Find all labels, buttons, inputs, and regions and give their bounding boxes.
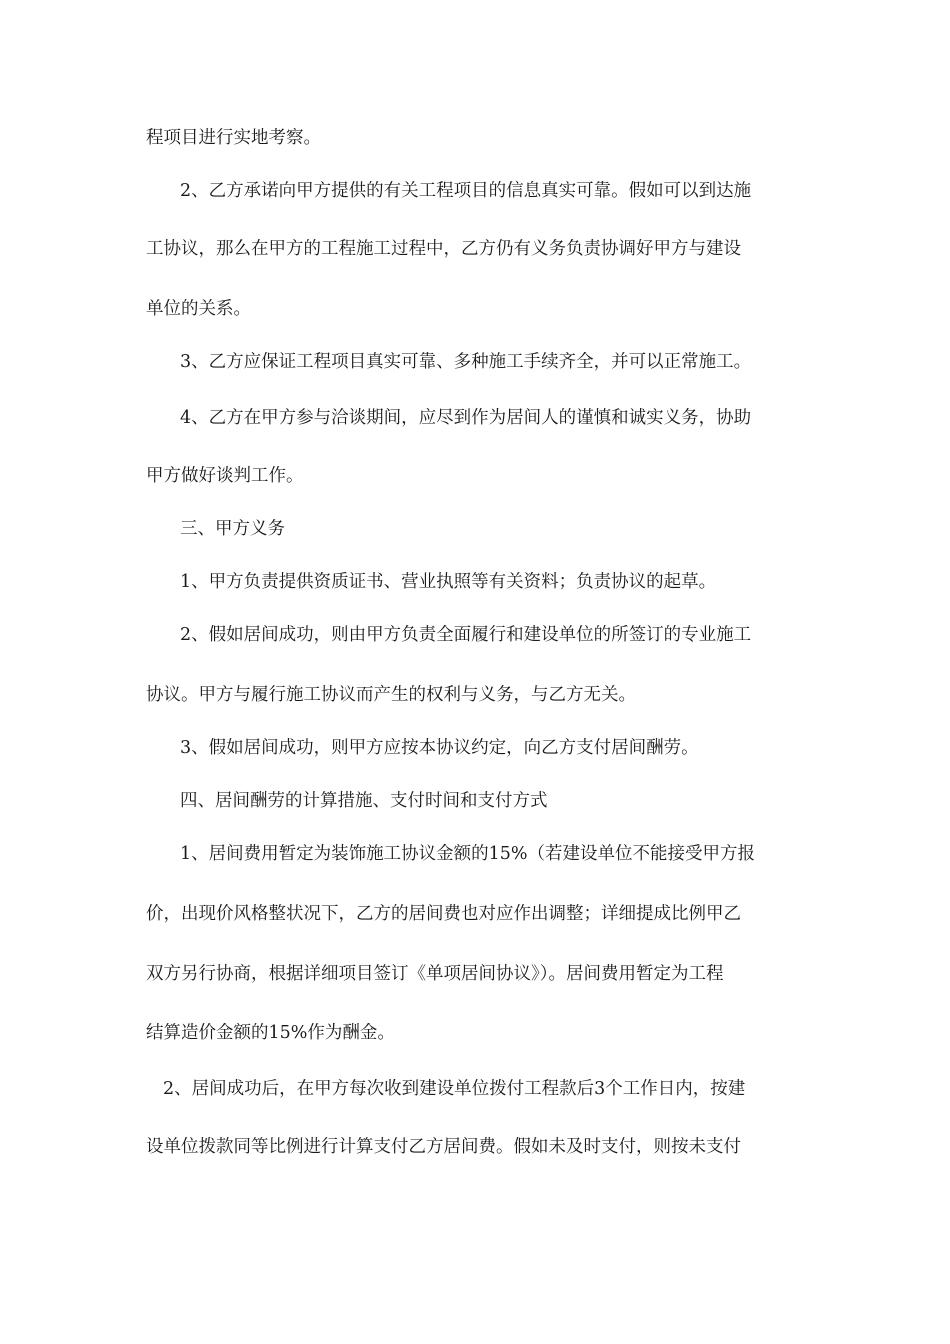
paragraph-line: 2、乙方承诺向甲方提供的有关工程项目的信息真实可靠。假如可以到达施 [180, 181, 752, 201]
section-heading: 三、甲方义务 [180, 519, 285, 539]
paragraph-line: 设单位拨款同等比例进行计算支付乙方居间费。假如未及时支付，则按未支付 [146, 1137, 741, 1157]
paragraph-line: 协议。甲方与履行施工协议而产生的权利与义务，与乙方无关。 [146, 685, 636, 705]
paragraph-line: 3、假如居间成功，则甲方应按本协议约定，向乙方支付居间酬劳。 [180, 738, 699, 758]
paragraph-line: 单位的关系。 [146, 299, 251, 319]
paragraph-line: 工协议，那么在甲方的工程施工过程中，乙方仍有义务负责协调好甲方与建设 [146, 239, 741, 259]
paragraph-line: 程项目进行实地考察。 [146, 128, 321, 148]
paragraph-line: 价，出现价风格整状况下，乙方的居间费也对应作出调整；详细提成比例甲乙 [146, 904, 741, 924]
paragraph-line: 双方另行协商，根据详细项目签订《单项居间协议》）。居间费用暂定为工程 [146, 964, 724, 984]
paragraph-line: 2、假如居间成功，则由甲方负责全面履行和建设单位的所签订的专业施工 [180, 625, 752, 645]
paragraph-line: 1、居间费用暂定为装饰施工协议金额的15%（若建设单位不能接受甲方报 [180, 844, 756, 864]
paragraph-line: 1、甲方负责提供资质证书、营业执照等有关资料；负责协议的起草。 [180, 572, 717, 592]
paragraph-line: 3、乙方应保证工程项目真实可靠、多种施工手续齐全，并可以正常施工。 [180, 352, 752, 372]
paragraph-line: 结算造价金额的15%作为酬金。 [146, 1023, 395, 1043]
section-heading: 四、居间酬劳的计算措施、支付时间和支付方式 [180, 791, 548, 811]
paragraph-line: 2、居间成功后，在甲方每次收到建设单位拨付工程款后3个工作日内，按建 [163, 1079, 746, 1099]
paragraph-line: 甲方做好谈判工作。 [146, 466, 304, 486]
paragraph-line: 4、乙方在甲方参与洽谈期间，应尽到作为居间人的谨慎和诚实义务，协助 [180, 408, 752, 428]
